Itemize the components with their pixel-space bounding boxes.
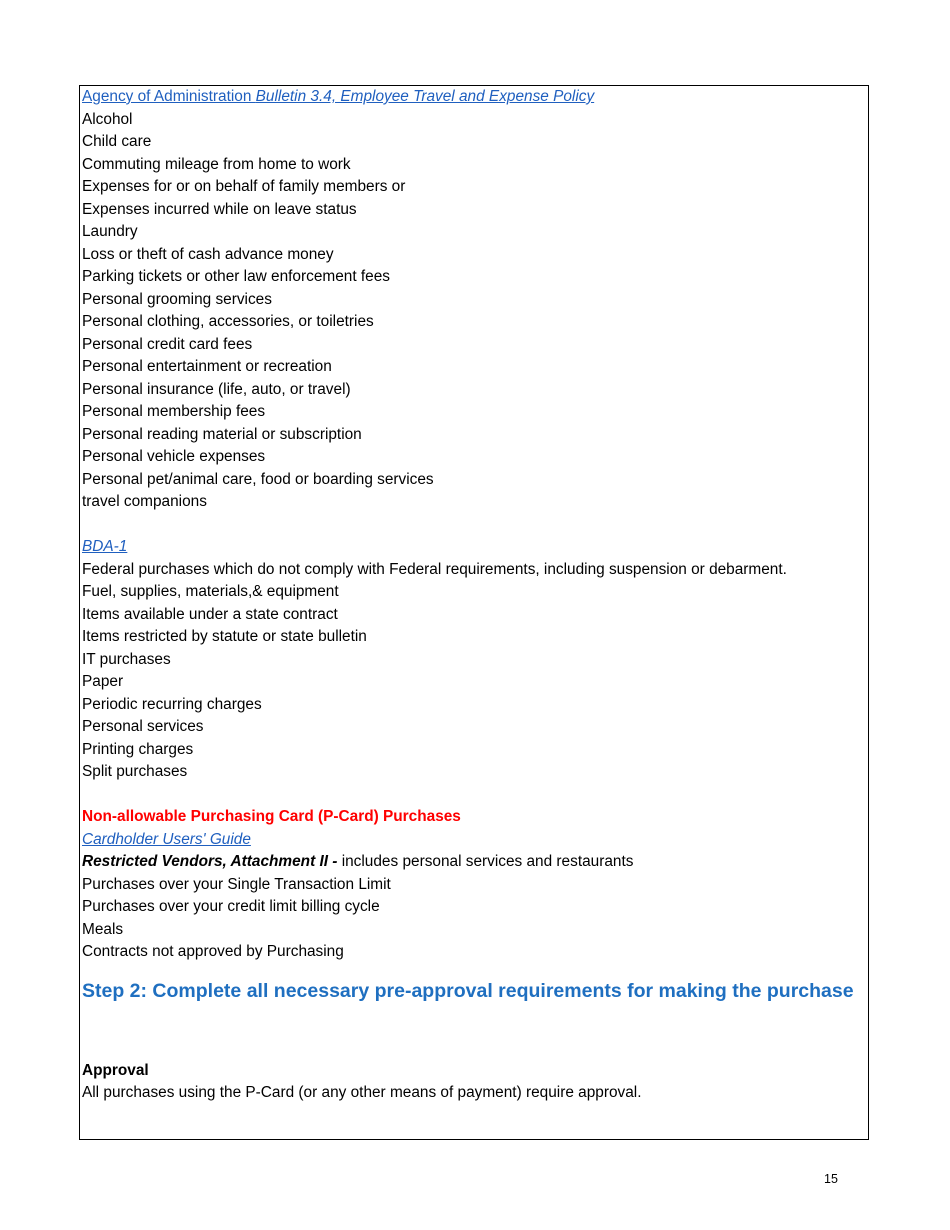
list-item: Expenses incurred while on leave status: [82, 200, 357, 218]
spacer: [82, 784, 866, 807]
list-item: Personal services: [82, 718, 204, 735]
list-item: Personal membership fees: [82, 403, 266, 420]
list-item: Personal reading material or subscription: [82, 425, 362, 443]
list-item: Periodic recurring charges: [82, 695, 262, 713]
list-item: Federal purchases which do not comply with Federal requirements, including suspension or debarment.: [82, 560, 787, 578]
list-item: Purchases over your Single Transaction Limit: [82, 875, 391, 893]
list-item: Child care: [82, 133, 152, 150]
list-item: Alcohol: [82, 110, 133, 128]
list-item: Personal credit card fees: [82, 335, 253, 353]
approval-title: Approval: [82, 1061, 149, 1079]
travel-policy-link-title[interactable]: Bulletin 3.4, Employee Travel and Expense Policy: [255, 88, 595, 105]
travel-policy-link[interactable]: [82, 86, 866, 109]
restricted-vendors-label: Restricted Vendors, Attachment II -: [82, 853, 342, 870]
list-item: Personal vehicle expenses: [82, 448, 266, 465]
list-item: Paper: [82, 673, 124, 690]
page-content: [82, 86, 866, 1105]
list-item: Split purchases: [82, 763, 188, 780]
list-item: Personal clothing, accessories, or toiletries: [82, 313, 374, 330]
list-item: Commuting mileage from home to work: [82, 155, 351, 173]
list-item: Parking tickets or other law enforcement fees: [82, 268, 390, 285]
list-item: Fuel, supplies, materials,& equipment: [82, 583, 339, 600]
step2-heading: Step 2: Complete all necessary pre-approval requirements for making the purchase: [82, 979, 854, 1002]
travel-policy-link-prefix[interactable]: Agency of Administration: [82, 88, 256, 105]
list-item: Meals: [82, 920, 124, 938]
spacer: [82, 514, 866, 537]
pcard-heading: Non-allowable Purchasing Card (P-Card) Purchases: [82, 808, 461, 825]
list-item: Expenses for or on behalf of family members or: [82, 178, 406, 195]
spacer: [82, 1004, 866, 1060]
bda-link[interactable]: BDA-1: [82, 538, 128, 555]
list-item: Laundry: [82, 223, 138, 240]
page-number: 15: [824, 1172, 838, 1186]
cardholder-guide-link-row[interactable]: [82, 829, 866, 852]
list-item: Contracts not approved by Purchasing: [82, 943, 344, 960]
list-item: Items available under a state contract: [82, 605, 338, 623]
list-item: Items restricted by statute or state bulletin: [82, 628, 367, 645]
list-item: Personal entertainment or recreation: [82, 358, 332, 375]
restricted-vendors-text: includes personal services and restaurants: [341, 853, 634, 870]
list-item: Personal pet/animal care, food or boarding services: [82, 470, 434, 488]
list-item: Purchases over your credit limit billing cycle: [82, 898, 380, 915]
list-item: travel companions: [82, 493, 207, 510]
list-item: Personal insurance (life, auto, or travel): [82, 380, 351, 398]
list-item: Loss or theft of cash advance money: [82, 245, 334, 263]
list-item: IT purchases: [82, 650, 171, 668]
restricted-vendors-row: [82, 851, 866, 874]
bda-link-row[interactable]: [82, 536, 866, 559]
list-item: Printing charges: [82, 740, 194, 758]
cardholder-guide-link[interactable]: Cardholder Users' Guide: [82, 830, 251, 848]
list-item: Personal grooming services: [82, 290, 272, 308]
approval-text: All purchases using the P-Card (or any other means of payment) require approval.: [82, 1084, 642, 1101]
